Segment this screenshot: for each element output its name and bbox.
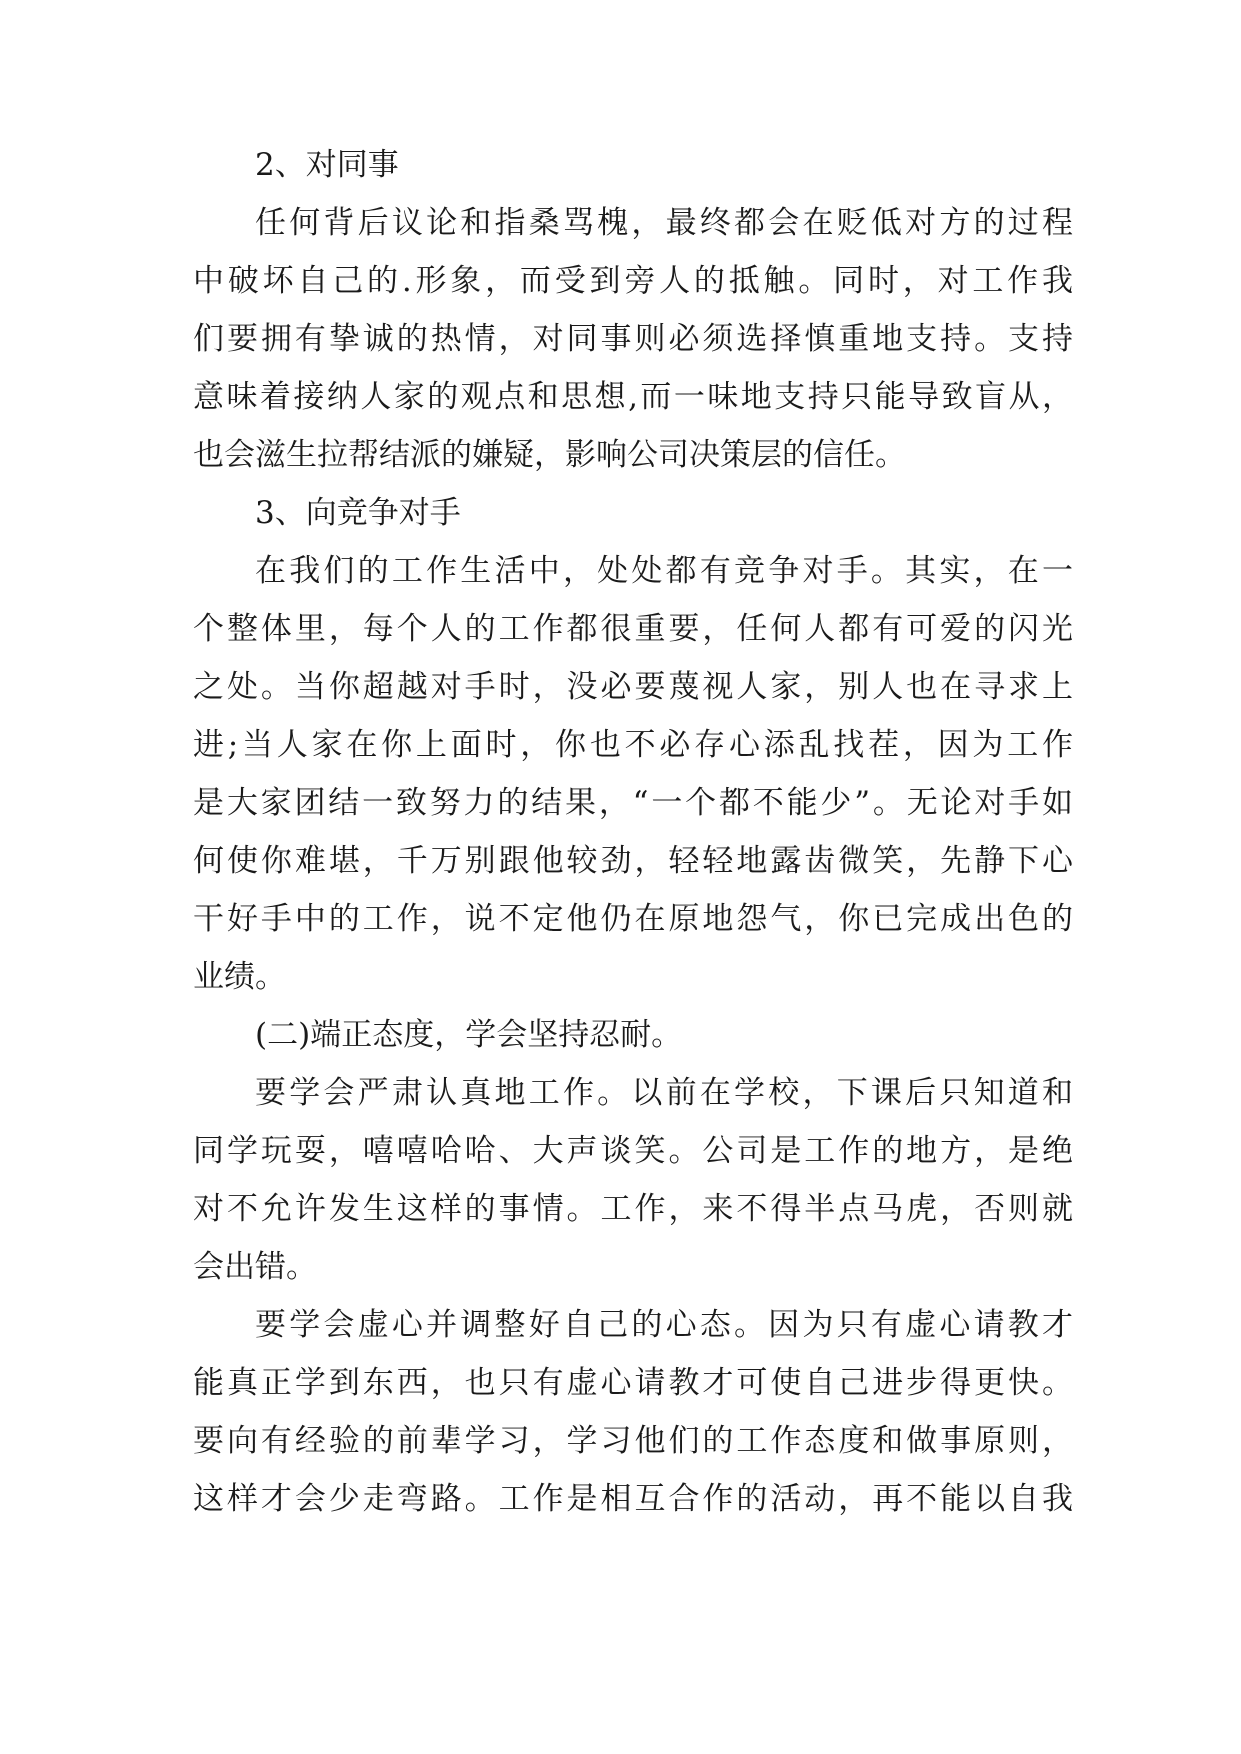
text-line: 要向有经验的前辈学习，学习他们的工作态度和做事原则， bbox=[193, 1423, 1073, 1459]
text-line: 之处。当你超越对手时，没必要蔑视人家，别人也在寻求上 bbox=[193, 669, 1073, 705]
text-line: 对不允许发生这样的事情。工作，来不得半点马虎，否则就 bbox=[193, 1191, 1073, 1227]
text-line: 3、向竞争对手 bbox=[255, 495, 461, 531]
text-line: 进;当人家在你上面时，你也不必存心添乱找茬，因为工作 bbox=[193, 727, 1073, 763]
text-line: 也会滋生拉帮结派的嫌疑，影响公司决策层的信任。 bbox=[193, 437, 906, 473]
text-line: 个整体里，每个人的工作都很重要，任何人都有可爱的闪光 bbox=[193, 611, 1073, 647]
text-line: 中破坏自己的.形象，而受到旁人的抵触。同时，对工作我 bbox=[193, 263, 1073, 299]
text-line: 任何背后议论和指桑骂槐，最终都会在贬低对方的过程 bbox=[255, 205, 1073, 241]
text-line: 意味着接纳人家的观点和思想,而一味地支持只能导致盲从， bbox=[193, 379, 1073, 415]
text-line: 同学玩耍，嘻嘻哈哈、大声谈笑。公司是工作的地方，是绝 bbox=[193, 1133, 1073, 1169]
text-line: 会出错。 bbox=[193, 1249, 317, 1285]
text-line: 能真正学到东西，也只有虚心请教才可使自己进步得更快。 bbox=[193, 1365, 1073, 1401]
text-line: 是大家团结一致努力的结果，“一个都不能少”。无论对手如 bbox=[193, 785, 1073, 821]
text-line: 业绩。 bbox=[193, 959, 286, 995]
text-line: (二)端正态度，学会坚持忍耐。 bbox=[255, 1017, 683, 1053]
text-line: 们要拥有挚诚的热情，对同事则必须选择慎重地支持。支持 bbox=[193, 321, 1073, 357]
text-line: 这样才会少走弯路。工作是相互合作的活动，再不能以自我 bbox=[193, 1481, 1073, 1517]
text-line: 干好手中的工作，说不定他仍在原地怨气，你已完成出色的 bbox=[193, 901, 1073, 937]
text-line: 在我们的工作生活中，处处都有竞争对手。其实，在一 bbox=[255, 553, 1073, 589]
text-line: 2、对同事 bbox=[255, 147, 399, 183]
text-line: 何使你难堪，千万别跟他较劲，轻轻地露齿微笑，先静下心 bbox=[193, 843, 1073, 879]
text-line: 要学会严肃认真地工作。以前在学校，下课后只知道和 bbox=[255, 1075, 1073, 1111]
text-line: 要学会虚心并调整好自己的心态。因为只有虚心请教才 bbox=[255, 1307, 1073, 1343]
